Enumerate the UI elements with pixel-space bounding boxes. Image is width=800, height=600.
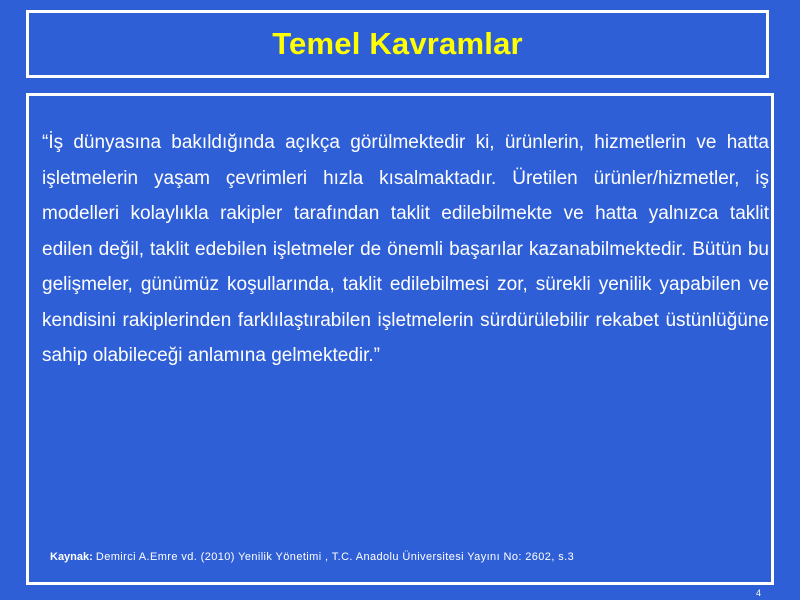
- content-frame: [26, 93, 774, 585]
- title-frame: [26, 10, 769, 78]
- source-label: Kaynak:: [50, 551, 93, 563]
- source-citation: [50, 551, 574, 563]
- slide-title: Temel Kavramlar: [272, 26, 523, 61]
- page-number: 4: [756, 588, 762, 598]
- quote-paragraph: “İş dünyasına bakıldığında açıkça görülmektedir ki, ürünlerin, hizmetlerin ve hatta işletmelerin yaşam çevrimleri hızla kısalmaktadır. Üretilen ürünler/hizmetler, iş modelleri kolaylıkla rakipler tarafından taklit edilebilmekte ve hatta yalnızca taklit edilen değil, taklit edebilen işletmeler de önemli başarılar kazanabilmektedir. Bütün bu gelişmeler, günümüz koşullarında, taklit edilebilmesi zor, sürekli yenilik yapabilen ve kendisini rakiplerinden farklılaştırabilen işletmelerin sürdürülebilir rekabet üstünlüğüne sahip olabileceği anlamına gelmektedir.”: [42, 132, 769, 366]
- source-text: Demirci A.Emre vd. (2010) Yenilik Yönetimi , T.C. Anadolu Üniversitesi Yayını No: 2602, s.3: [95, 551, 575, 563]
